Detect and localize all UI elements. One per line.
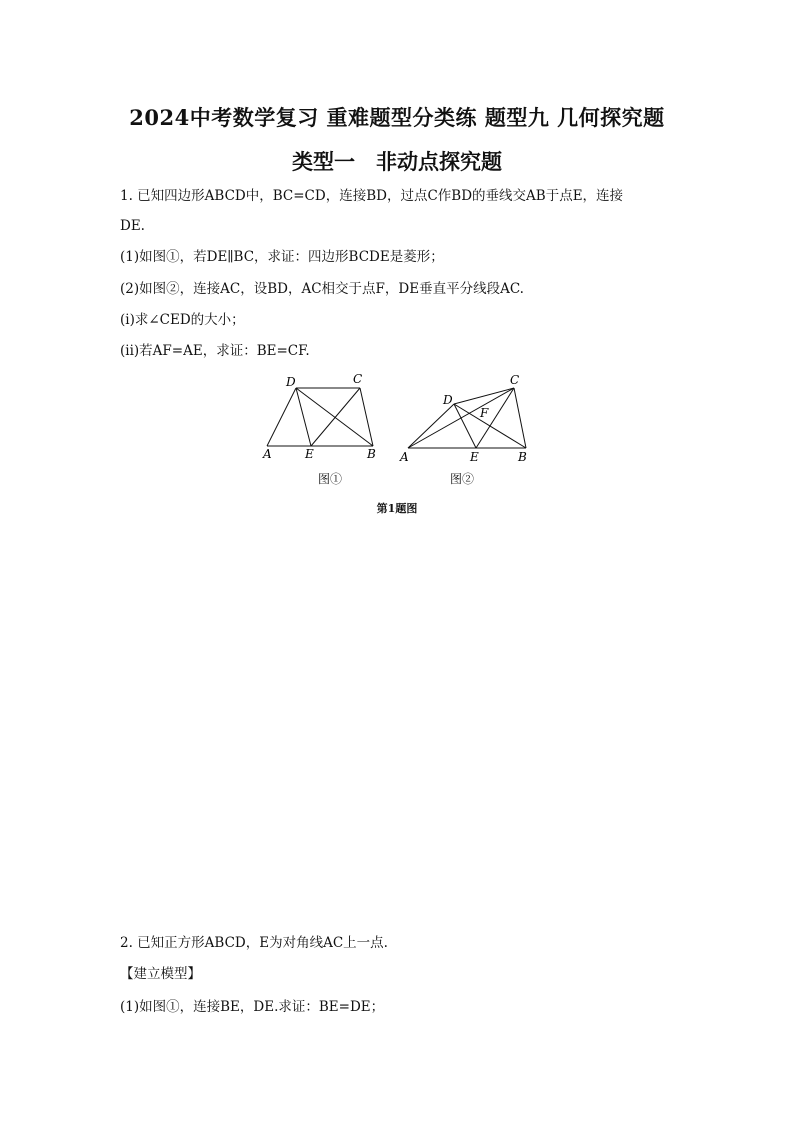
segment-de bbox=[296, 388, 311, 446]
label-a: A bbox=[263, 447, 272, 461]
problem-1-statement: 1. 已知四边形ABCD中，BC=CD，连接BD，过点C作BD的垂线交AB于点E，连接 bbox=[120, 188, 624, 204]
problem-1-part-1: (1)如图①，若DE∥BC，求证：四边形BCDE是菱形； bbox=[120, 249, 444, 265]
segment-ad bbox=[267, 388, 296, 446]
label-e: E bbox=[305, 447, 314, 461]
page-title: 2024中考数学复习 重难题型分类练 题型九 几何探究题 bbox=[129, 105, 665, 130]
figure-1-caption: 图① bbox=[318, 472, 343, 486]
label-c: C bbox=[353, 372, 363, 386]
label-d: D bbox=[286, 375, 296, 389]
problem-2-statement: 2. 已知正方形ABCD，E为对角线AC上一点. bbox=[120, 935, 388, 951]
label-b: B bbox=[518, 450, 527, 463]
section-title: 类型一 非动点探究题 bbox=[292, 149, 502, 174]
figure-1-diagram bbox=[255, 368, 385, 463]
figure-2-caption: 图② bbox=[450, 472, 475, 486]
problem-1-part-2-ii: (ii)若AF=AE，求证：BE=CF. bbox=[120, 343, 310, 359]
problem-2-section-heading: 【建立模型】 bbox=[120, 966, 201, 982]
label-f: F bbox=[480, 406, 489, 420]
label-e: E bbox=[470, 450, 479, 463]
problem-1-statement-cont: DE. bbox=[120, 218, 145, 234]
figure-caption: 第1题图 bbox=[376, 502, 418, 515]
label-b: B bbox=[367, 447, 376, 461]
segment-ce bbox=[311, 388, 360, 446]
problem-2-part-1: (1)如图①，连接BE，DE.求证：BE=DE； bbox=[120, 999, 385, 1015]
label-d: D bbox=[443, 393, 453, 407]
label-a: A bbox=[400, 450, 409, 463]
problem-1-part-2: (2)如图②，连接AC，设BD，AC相交于点F，DE垂直平分线段AC. bbox=[120, 281, 524, 297]
figure-2-diagram bbox=[396, 368, 536, 463]
segment-cb bbox=[514, 388, 526, 448]
label-c: C bbox=[510, 373, 520, 387]
problem-1-part-2-i: (i)求∠CED的大小； bbox=[120, 312, 245, 328]
